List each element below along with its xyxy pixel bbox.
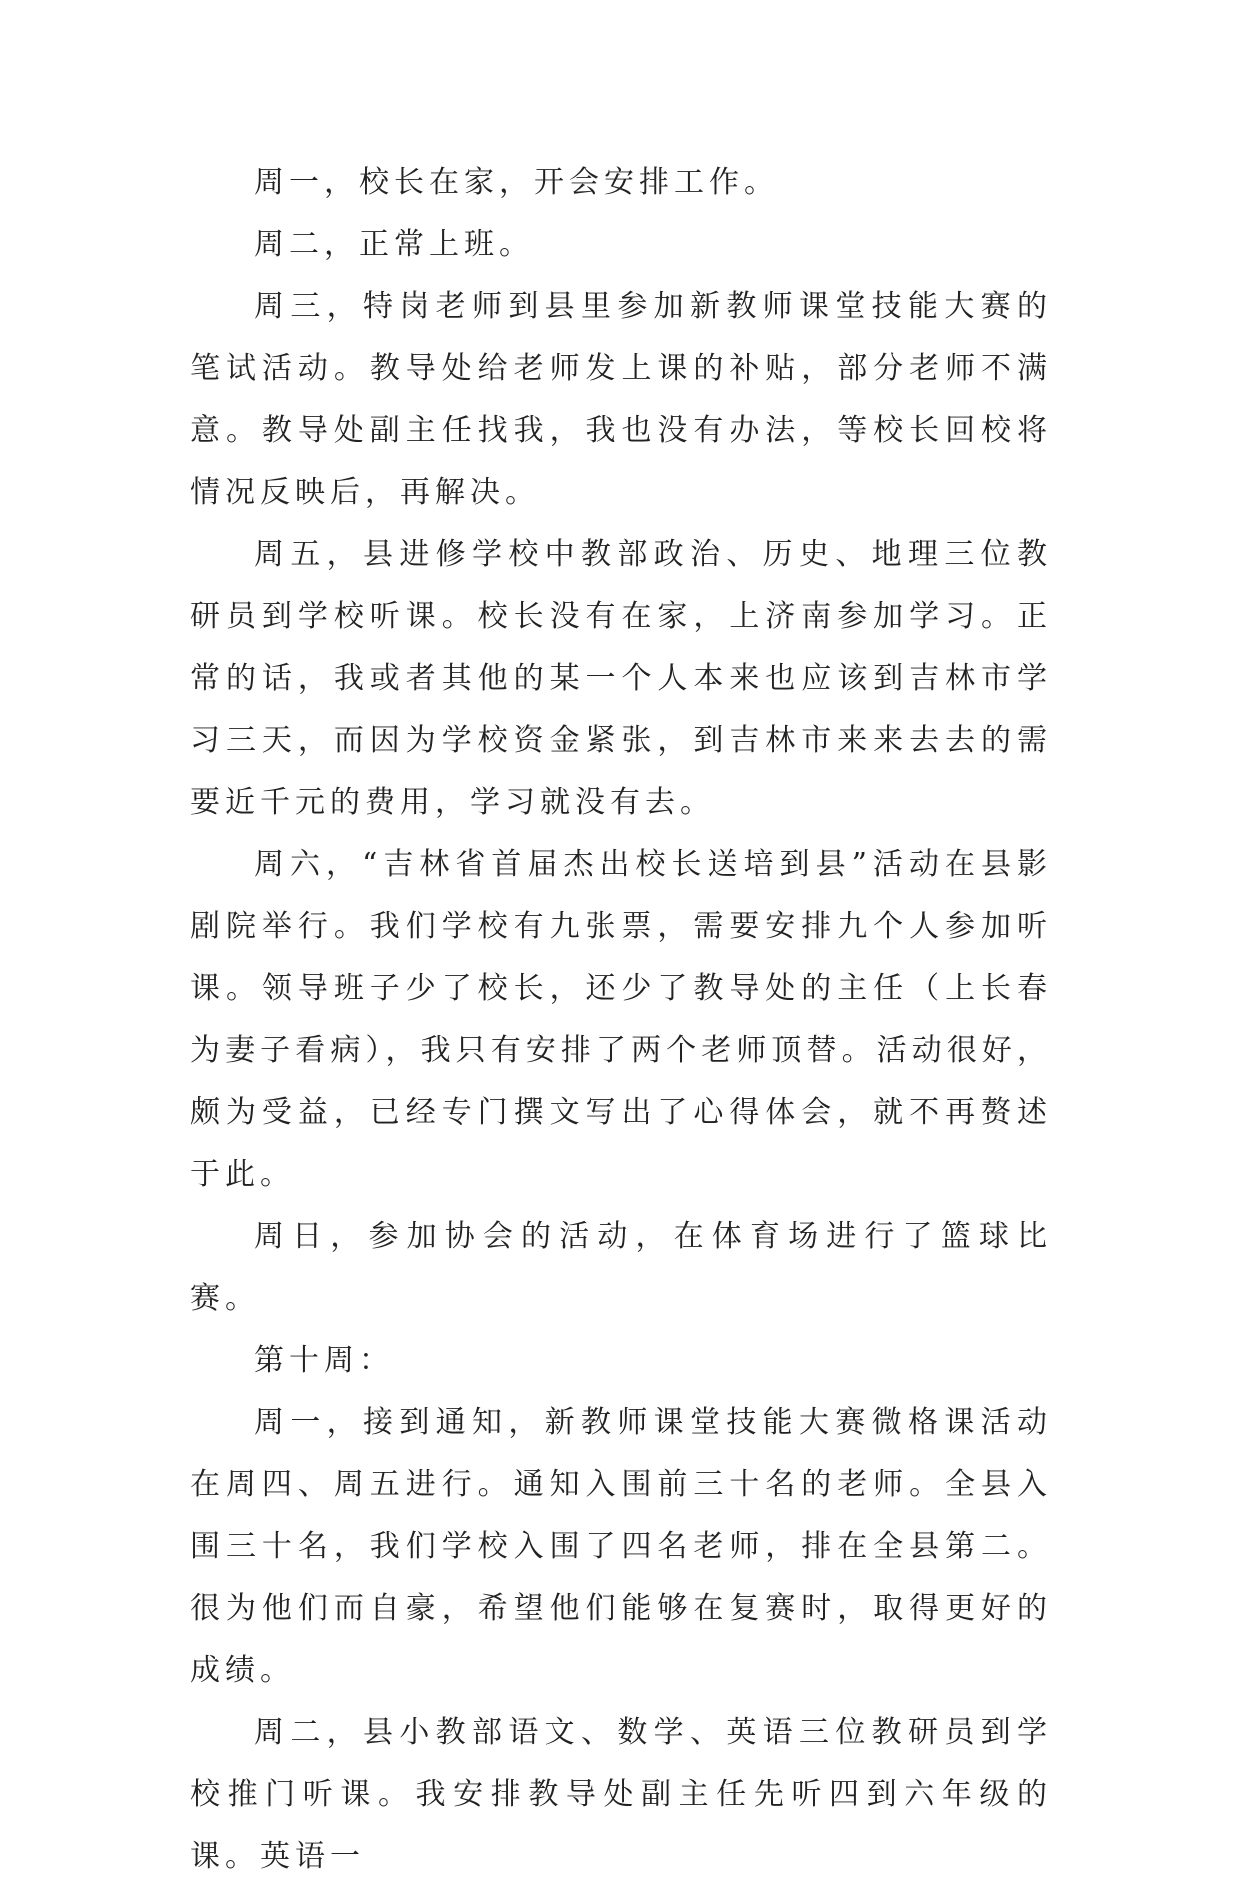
paragraph-wednesday: 周三，特岗老师到县里参加新教师课堂技能大赛的笔试活动。教导处给老师发上课的补贴，部分老师不满意。教导处副主任找我，我也没有办法，等校长回校将情况反映后，再解决。: [190, 289, 1052, 510]
paragraph-friday: 周五，县进修学校中教部政治、历史、地理三位教研员到学校听课。校长没有在家，上济南参加学习。正常的话，我或者其他的某一个人本来也应该到吉林市学习三天，而因为学校资金紧张，到吉林市来来去去的需要近千元的费用，学习就没有去。: [190, 537, 1052, 820]
paragraph-week-ten-tuesday: 周二，县小教部语文、数学、英语三位教研员到学校推门听课。我安排教导处副主任先听四到六年级的课。英语一: [190, 1715, 1052, 1874]
paragraph-monday: 周一，校长在家，开会安排工作。: [254, 165, 779, 200]
paragraph-tuesday: 周二，正常上班。: [254, 227, 534, 262]
section-heading-week-ten: 第十周：: [254, 1343, 394, 1378]
paragraph-saturday: 周六，“吉林省首届杰出校长送培到县”活动在县影剧院举行。我们学校有九张票，需要安排九个人参加听课。领导班子少了校长，还少了教导处的主任（上长春为妻子看病），我只有安排了两个老师顶替。活动很好，颇为受益，已经专门撰文写出了心得体会，就不再赘述于此。: [190, 847, 1052, 1192]
paragraph-sunday: 周日，参加协会的活动，在体育场进行了篮球比赛。: [190, 1219, 1052, 1316]
document-body: [190, 152, 1052, 1888]
paragraph-week-ten-monday: 周一，接到通知，新教师课堂技能大赛微格课活动在周四、周五进行。通知入围前三十名的老师。全县入围三十名，我们学校入围了四名老师，排在全县第二。很为他们而自豪，希望他们能够在复赛时，取得更好的成绩。: [190, 1405, 1052, 1688]
